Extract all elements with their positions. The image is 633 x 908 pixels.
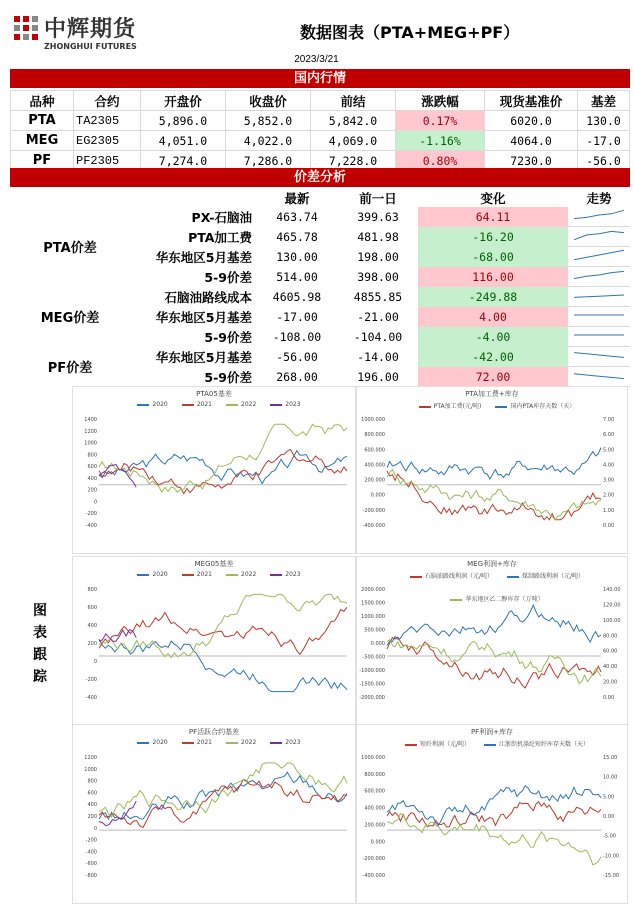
y2-tick-label: 7.00 bbox=[603, 417, 615, 423]
y-tick-label: 1200 bbox=[84, 755, 97, 761]
spread-label: 华东地区5月基差 bbox=[155, 349, 252, 365]
prev-value: -104.00 bbox=[353, 329, 403, 344]
domestic-header: 国内行情 bbox=[10, 69, 630, 88]
latest-value: 514.00 bbox=[276, 269, 318, 284]
prev-value: 198.00 bbox=[357, 249, 399, 264]
change-value: -16.20 bbox=[418, 227, 568, 247]
y2-tick-label: 10.00 bbox=[603, 774, 618, 781]
y-tick-label: -200.000 bbox=[362, 507, 385, 514]
prev-value: -21.00 bbox=[357, 309, 399, 324]
side-char: 跟 bbox=[33, 647, 47, 663]
legend-label: 2021 bbox=[196, 401, 212, 408]
legend-label: 石脑油路线利润（元/吨） bbox=[424, 573, 493, 580]
y-tick-label: -800 bbox=[85, 873, 97, 879]
spot-price: 4064.0 bbox=[485, 131, 578, 151]
group-label: PTA价差 bbox=[43, 241, 97, 257]
y-tick-label: 200 bbox=[87, 641, 97, 647]
series-line bbox=[99, 639, 347, 692]
y-tick-label: 400.000 bbox=[364, 805, 385, 812]
spread-label: 华东地区5月基差 bbox=[155, 249, 252, 265]
legend-label: 2022 bbox=[241, 571, 257, 578]
col-header: 前一日 bbox=[359, 190, 397, 206]
spot-price: 7230.0 bbox=[485, 151, 578, 171]
y2-tick-label: 4.00 bbox=[603, 462, 615, 469]
spread-label: 5-9价差 bbox=[204, 369, 252, 385]
change-pct: -1.16% bbox=[396, 131, 485, 151]
y-tick-label: -1000.000 bbox=[359, 668, 385, 674]
change-value: -249.88 bbox=[418, 287, 568, 307]
y2-tick-label: 15.00 bbox=[603, 755, 618, 761]
y2-tick-label: 0.00 bbox=[603, 814, 615, 820]
y-tick-label: 800.000 bbox=[364, 432, 385, 439]
latest-value: 130.00 bbox=[276, 249, 318, 264]
series-line bbox=[387, 640, 601, 684]
chart-panel bbox=[356, 386, 628, 554]
legend-label: 短纤利润（元/吨） bbox=[419, 741, 470, 748]
y2-tick-label: 2.00 bbox=[603, 492, 615, 499]
y2-tick-label: 80.00 bbox=[603, 633, 618, 640]
series-line bbox=[387, 605, 601, 645]
y-tick-label: 400.000 bbox=[364, 462, 385, 469]
y-tick-label: 1000.000 bbox=[361, 614, 385, 620]
chart-panel bbox=[72, 724, 356, 904]
latest-value: -108.00 bbox=[272, 329, 322, 344]
basis-value: -56.0 bbox=[578, 151, 630, 171]
latest-value: 465.78 bbox=[276, 229, 318, 244]
prev-value: 4855.85 bbox=[353, 289, 403, 304]
y-tick-label: 0.000 bbox=[370, 839, 385, 846]
y-tick-label: 0 bbox=[93, 825, 97, 832]
trend-sparkline bbox=[568, 227, 630, 247]
chart-plot bbox=[357, 387, 627, 553]
side-char: 踪 bbox=[33, 669, 47, 685]
y2-tick-label: 5.00 bbox=[603, 447, 615, 454]
y-tick-label: 800 bbox=[87, 587, 97, 593]
table-row bbox=[11, 111, 630, 131]
table-row bbox=[10, 287, 630, 307]
side-char: 图 bbox=[33, 603, 47, 619]
basis-value: 130.0 bbox=[578, 111, 630, 131]
prev-value: 399.63 bbox=[357, 209, 399, 224]
sparkline-path bbox=[574, 231, 624, 239]
y2-tick-label: -15.00 bbox=[603, 873, 620, 879]
y-tick-label: 1000 bbox=[84, 440, 97, 447]
open-price: 4,051.0 bbox=[141, 131, 226, 151]
y2-tick-label: 120.00 bbox=[603, 602, 621, 609]
series-line bbox=[387, 786, 601, 826]
close-price: 4,022.0 bbox=[226, 131, 311, 151]
open-price: 5,896.0 bbox=[141, 111, 226, 131]
y-tick-label: -400 bbox=[85, 523, 97, 529]
legend-label: 2023 bbox=[285, 401, 301, 408]
product-name: PTA bbox=[11, 111, 74, 131]
spread-label: PTA加工费 bbox=[188, 229, 252, 245]
y-tick-label: -1500.000 bbox=[359, 681, 385, 688]
y-tick-label: -2000.000 bbox=[359, 695, 385, 701]
contract-code: PF2305 bbox=[74, 151, 141, 171]
y2-tick-label: 3.00 bbox=[603, 477, 615, 484]
y-tick-label: -200.000 bbox=[362, 856, 385, 863]
logo-name-cn: 中辉期货 bbox=[44, 17, 137, 42]
y-tick-label: 200 bbox=[87, 487, 97, 494]
trend-sparkline bbox=[568, 267, 630, 287]
y-tick-label: 600.000 bbox=[364, 447, 385, 454]
trend-sparkline bbox=[568, 287, 630, 307]
legend-label: 2020 bbox=[152, 739, 168, 746]
sparkline-path bbox=[574, 210, 624, 218]
series-line bbox=[99, 424, 347, 492]
report-date: 2023/3/21 bbox=[294, 54, 339, 65]
legend-label: 华东地区乙二醇库存（万吨） bbox=[465, 596, 544, 603]
chart-title: MEG利润+库存 bbox=[467, 560, 517, 568]
legend-label: 2020 bbox=[152, 571, 168, 578]
y2-tick-label: 5.00 bbox=[603, 794, 615, 801]
y-tick-label: 0 bbox=[93, 499, 97, 506]
logo-name-en: ZHONGHUI FUTURES bbox=[44, 42, 137, 51]
y2-tick-label: -5.00 bbox=[603, 833, 616, 840]
y2-tick-label: 140.00 bbox=[603, 587, 621, 593]
y-tick-label: 1000 bbox=[84, 766, 97, 773]
y2-tick-label: 60.00 bbox=[603, 648, 618, 655]
close-price: 7,286.0 bbox=[226, 151, 311, 171]
col-header: 变化 bbox=[480, 190, 506, 206]
change-value: 4.00 bbox=[418, 307, 568, 327]
legend-label: 江浙织机涤纶短纤库存天数（天） bbox=[499, 741, 590, 748]
close-price: 5,852.0 bbox=[226, 111, 311, 131]
spread-table bbox=[10, 188, 630, 387]
legend-label: 2023 bbox=[285, 571, 301, 578]
y2-tick-label: 6.00 bbox=[603, 432, 615, 439]
series-line bbox=[387, 448, 601, 480]
legend-label: 煤制路线利润（元/吨） bbox=[522, 573, 585, 580]
chart-tracking-label bbox=[30, 600, 50, 688]
y-tick-label: 1000.000 bbox=[361, 417, 385, 423]
chart-plot bbox=[357, 557, 627, 725]
product-name: PF bbox=[11, 151, 74, 171]
y2-tick-label: 20.00 bbox=[603, 679, 618, 686]
y-tick-label: 200.000 bbox=[364, 477, 385, 484]
series-line bbox=[387, 471, 601, 520]
y-tick-label: 500.000 bbox=[364, 627, 385, 634]
trend-sparkline bbox=[568, 307, 630, 327]
open-price: 7,274.0 bbox=[141, 151, 226, 171]
chart-title: PTA加工费+库存 bbox=[465, 390, 519, 398]
prev-value: 196.00 bbox=[357, 369, 399, 384]
y2-tick-label: 0.00 bbox=[603, 523, 615, 529]
series-line bbox=[387, 802, 601, 827]
latest-value: 463.74 bbox=[276, 209, 318, 224]
y-tick-label: -400 bbox=[85, 849, 97, 856]
trend-sparkline bbox=[568, 207, 630, 227]
trend-sparkline bbox=[568, 367, 630, 387]
y2-tick-label: 100.00 bbox=[603, 617, 621, 624]
col-header: 涨跌幅 bbox=[396, 91, 485, 111]
y-tick-label: 800 bbox=[87, 452, 97, 459]
y-tick-label: 800.000 bbox=[364, 771, 385, 778]
trend-sparkline bbox=[568, 247, 630, 267]
prev-settle: 4,069.0 bbox=[311, 131, 396, 151]
series-line bbox=[99, 772, 347, 819]
col-header: 前结 bbox=[311, 91, 396, 111]
col-header: 基差 bbox=[578, 91, 630, 111]
spacer bbox=[10, 188, 130, 207]
series-line bbox=[99, 594, 347, 657]
spread-header: 价差分析 bbox=[10, 168, 630, 187]
y2-tick-label: 0.00 bbox=[603, 695, 615, 701]
y-tick-label: -200 bbox=[85, 677, 97, 683]
col-header: 现货基准价 bbox=[485, 91, 578, 111]
chart-title: PF利润+库存 bbox=[470, 728, 514, 736]
change-pct: 0.80% bbox=[396, 151, 485, 171]
series-line bbox=[387, 637, 601, 688]
sparkline-path bbox=[574, 250, 624, 260]
y-tick-label: -600 bbox=[85, 861, 97, 868]
col-header: 走势 bbox=[586, 190, 612, 206]
sparkline-path bbox=[574, 374, 624, 379]
latest-value: 268.00 bbox=[276, 369, 318, 384]
col-header: 品种 bbox=[11, 91, 74, 111]
legend-label: 2020 bbox=[152, 401, 168, 408]
legend-label: 2022 bbox=[241, 401, 257, 408]
change-value: 116.00 bbox=[418, 267, 568, 287]
chart-panel bbox=[356, 724, 628, 904]
prev-settle: 5,842.0 bbox=[311, 111, 396, 131]
legend-label: 2021 bbox=[196, 739, 212, 746]
legend-label: 2021 bbox=[196, 571, 212, 578]
spacer bbox=[130, 188, 256, 207]
legend-label: 2023 bbox=[285, 739, 301, 746]
y-tick-label: 800 bbox=[87, 778, 97, 785]
chart-plot bbox=[357, 725, 627, 903]
y-tick-label: 1000.000 bbox=[361, 755, 385, 761]
y-tick-label: 0.000 bbox=[370, 641, 385, 647]
col-header: 开盘价 bbox=[141, 91, 226, 111]
y2-tick-label: 1.00 bbox=[603, 507, 615, 514]
change-pct: 0.17% bbox=[396, 111, 485, 131]
latest-value: -17.00 bbox=[276, 309, 318, 324]
sparkline-path bbox=[574, 295, 624, 297]
trend-sparkline bbox=[568, 347, 630, 367]
chart-title: PF活跃合约基差 bbox=[188, 728, 240, 736]
change-value: -68.00 bbox=[418, 247, 568, 267]
col-header: 收盘价 bbox=[226, 91, 311, 111]
change-value: 72.00 bbox=[418, 367, 568, 387]
sparkline-path bbox=[574, 353, 624, 358]
chart-panel bbox=[72, 556, 356, 726]
latest-value: -56.00 bbox=[276, 349, 318, 364]
y-tick-label: 1400 bbox=[84, 417, 97, 423]
y-tick-label: -500.000 bbox=[362, 654, 385, 661]
change-value: -42.00 bbox=[418, 347, 568, 367]
change-value: 64.11 bbox=[418, 207, 568, 227]
series-line bbox=[99, 451, 347, 484]
y2-tick-label: 40.00 bbox=[603, 664, 618, 671]
y-tick-label: 600 bbox=[87, 605, 97, 611]
legend-label: PTA加工费(元/吨) bbox=[433, 403, 482, 410]
legend-label: 国内PTA库存天数（天） bbox=[510, 403, 576, 410]
chart-title: MEG05基差 bbox=[194, 560, 234, 568]
prev-value: 481.98 bbox=[357, 229, 399, 244]
table-row bbox=[10, 347, 630, 367]
y-tick-label: 600 bbox=[87, 464, 97, 471]
y-tick-label: 400 bbox=[87, 802, 97, 809]
group-label: PF价差 bbox=[47, 361, 93, 376]
y-tick-label: 200 bbox=[87, 814, 97, 820]
side-char: 表 bbox=[33, 625, 47, 641]
y-tick-label: 200.000 bbox=[364, 822, 385, 829]
chart-plot bbox=[73, 725, 355, 903]
y-tick-label: 0 bbox=[93, 659, 97, 665]
chart-panel bbox=[356, 556, 628, 726]
spread-label: PX-石脑油 bbox=[191, 209, 252, 225]
spread-label: 5-9价差 bbox=[204, 269, 252, 285]
product-name: MEG bbox=[11, 131, 74, 151]
prev-value: -14.00 bbox=[357, 349, 399, 364]
table-row bbox=[10, 207, 630, 227]
y-tick-label: 2000.000 bbox=[361, 587, 385, 593]
y-tick-label: -400.000 bbox=[362, 523, 385, 529]
y-tick-label: 0.000 bbox=[370, 492, 385, 499]
spread-label: 石脑油路线成本 bbox=[164, 289, 252, 305]
spot-price: 6020.0 bbox=[485, 111, 578, 131]
col-header: 合约 bbox=[74, 91, 141, 111]
chart-plot bbox=[73, 557, 355, 725]
latest-value: 4605.98 bbox=[272, 289, 322, 304]
legend-label: 2022 bbox=[241, 739, 257, 746]
prev-settle: 7,228.0 bbox=[311, 151, 396, 171]
chart-panel bbox=[72, 386, 356, 554]
y-tick-label: -400.000 bbox=[362, 873, 385, 879]
chart-plot bbox=[73, 387, 355, 553]
prev-value: 398.00 bbox=[357, 269, 399, 284]
y-tick-label: 1200 bbox=[84, 428, 97, 435]
contract-code: EG2305 bbox=[74, 131, 141, 151]
page-title: 数据图表（PTA+MEG+PF） bbox=[300, 23, 520, 42]
spread-label: 华东地区5月基差 bbox=[155, 309, 252, 325]
group-label: MEG价差 bbox=[40, 311, 100, 326]
y2-tick-label: -10.00 bbox=[603, 853, 620, 860]
spread-label: 5-9价差 bbox=[204, 329, 252, 345]
domestic-table bbox=[10, 90, 630, 171]
basis-value: -17.0 bbox=[578, 131, 630, 151]
table-row bbox=[11, 131, 630, 151]
change-value: -4.00 bbox=[418, 327, 568, 347]
y-tick-label: -200 bbox=[85, 511, 97, 518]
trend-sparkline bbox=[568, 327, 630, 347]
logo-mark-icon bbox=[12, 14, 42, 44]
sparkline-path bbox=[574, 271, 624, 278]
y-tick-label: 600.000 bbox=[364, 788, 385, 795]
y-tick-label: 400 bbox=[87, 475, 97, 482]
y-tick-label: 400 bbox=[87, 623, 97, 629]
col-header: 最新 bbox=[284, 190, 310, 206]
chart-title: PTA05基差 bbox=[196, 390, 232, 398]
y-tick-label: 1500.000 bbox=[361, 600, 385, 607]
y-tick-label: -400 bbox=[85, 695, 97, 701]
y-tick-label: 600 bbox=[87, 790, 97, 797]
contract-code: TA2305 bbox=[74, 111, 141, 131]
y-tick-label: -200 bbox=[85, 837, 97, 844]
